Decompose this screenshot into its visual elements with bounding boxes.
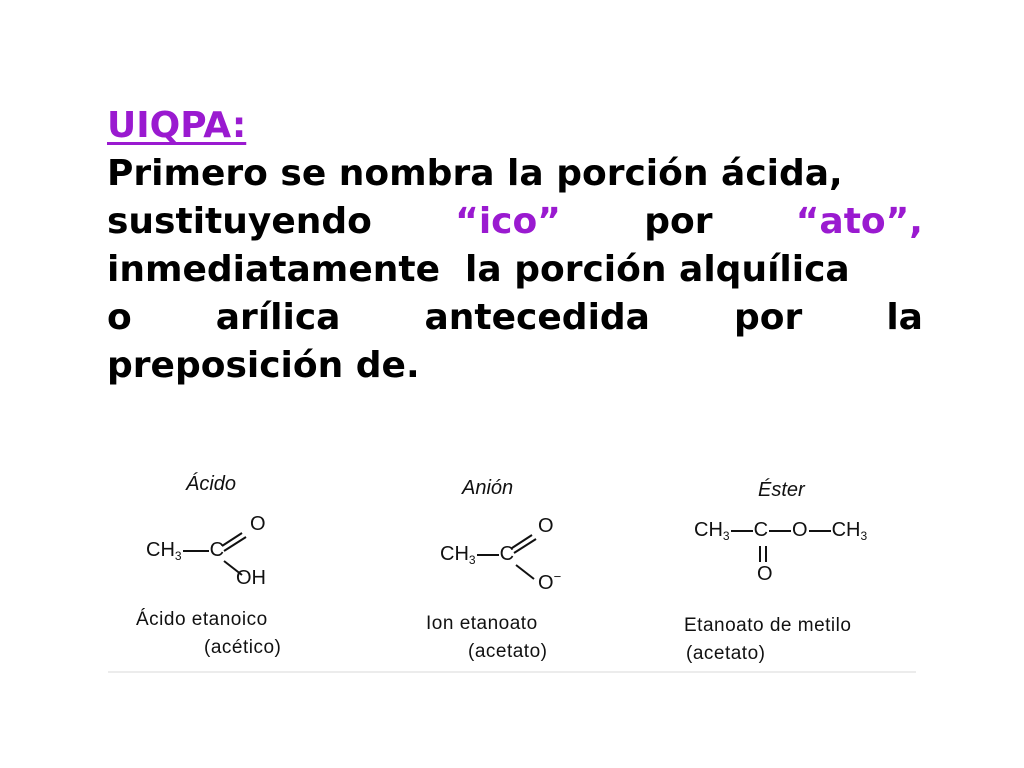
negative-charge: −	[553, 569, 562, 584]
ester-bond-2	[769, 530, 791, 532]
anion-heading: Anión	[462, 477, 514, 499]
ester-linking-o: O	[792, 519, 808, 541]
ester-trivial-name: (acetato)	[686, 643, 766, 664]
paragraph-line-1-text: Primero se nombra la porción ácida,	[107, 153, 843, 194]
word-ico: “ico”	[455, 201, 561, 242]
word-la: la	[886, 297, 923, 338]
paragraph-line-2	[107, 198, 923, 246]
ester-bond-3	[809, 530, 831, 532]
slide-title: UIQPA:	[107, 105, 247, 146]
anion-oxide: O−	[538, 569, 562, 594]
anion-structure	[418, 463, 678, 671]
word-arilica: arílica	[215, 297, 341, 338]
ester-structure	[678, 463, 916, 671]
paragraph-line-3-text: inmediatamente la porción alquílica	[107, 249, 850, 290]
anion-main-chain	[440, 543, 514, 567]
paragraph-line-1	[107, 150, 923, 198]
word-ato: “ato”,	[795, 201, 923, 242]
word-antecedida: antecedida	[424, 297, 650, 338]
ester-heading: Éster	[758, 479, 805, 501]
ester-bond-1	[731, 530, 753, 532]
ester-name: Etanoato de metilo	[684, 615, 852, 636]
acid-single-bond	[183, 550, 209, 552]
acid-carbon: C	[209, 539, 225, 561]
ester-ch3-left: $CH_3$	[694, 519, 730, 543]
word-por: por	[644, 201, 713, 242]
ester-carbonyl-o: O	[757, 563, 773, 585]
anion-carbon: C	[499, 543, 515, 565]
acid-ch3: $CH_3$	[146, 539, 182, 563]
acid-trivial-name: (acético)	[204, 637, 282, 658]
acid-double-bond	[220, 529, 250, 555]
word-sustituyendo: sustituyendo	[107, 201, 372, 242]
acid-heading: Ácido	[186, 473, 237, 495]
acid-main-chain	[146, 539, 224, 563]
word-por-2: por	[734, 297, 803, 338]
anion-double-bond	[510, 531, 540, 557]
paragraph-line-4	[107, 294, 923, 342]
anion-name: Ion etanoato	[426, 613, 538, 634]
anion-carbonyl-o: O	[538, 515, 554, 537]
acid-structure	[108, 463, 398, 671]
ester-main-chain	[694, 519, 867, 543]
paragraph-line-5-text: preposición de.	[107, 345, 420, 386]
ester-double-bond	[756, 545, 770, 563]
paragraph-line-5	[107, 342, 923, 390]
anion-trivial-name: (acetato)	[468, 641, 548, 662]
ester-ch3-right: $CH_3$	[831, 519, 868, 543]
ester-carbon: C	[753, 519, 769, 541]
anion-single-bond	[477, 554, 499, 556]
acid-carbonyl-o: O	[250, 513, 266, 535]
acid-oh: OH	[236, 567, 266, 589]
anion-o-bond	[512, 563, 538, 583]
acid-name: Ácido etanoico	[136, 609, 268, 630]
paragraph-line-3	[107, 246, 923, 294]
anion-ch3: $CH_3$	[440, 543, 476, 567]
word-o: o	[107, 297, 132, 338]
structures-panel	[108, 463, 916, 673]
